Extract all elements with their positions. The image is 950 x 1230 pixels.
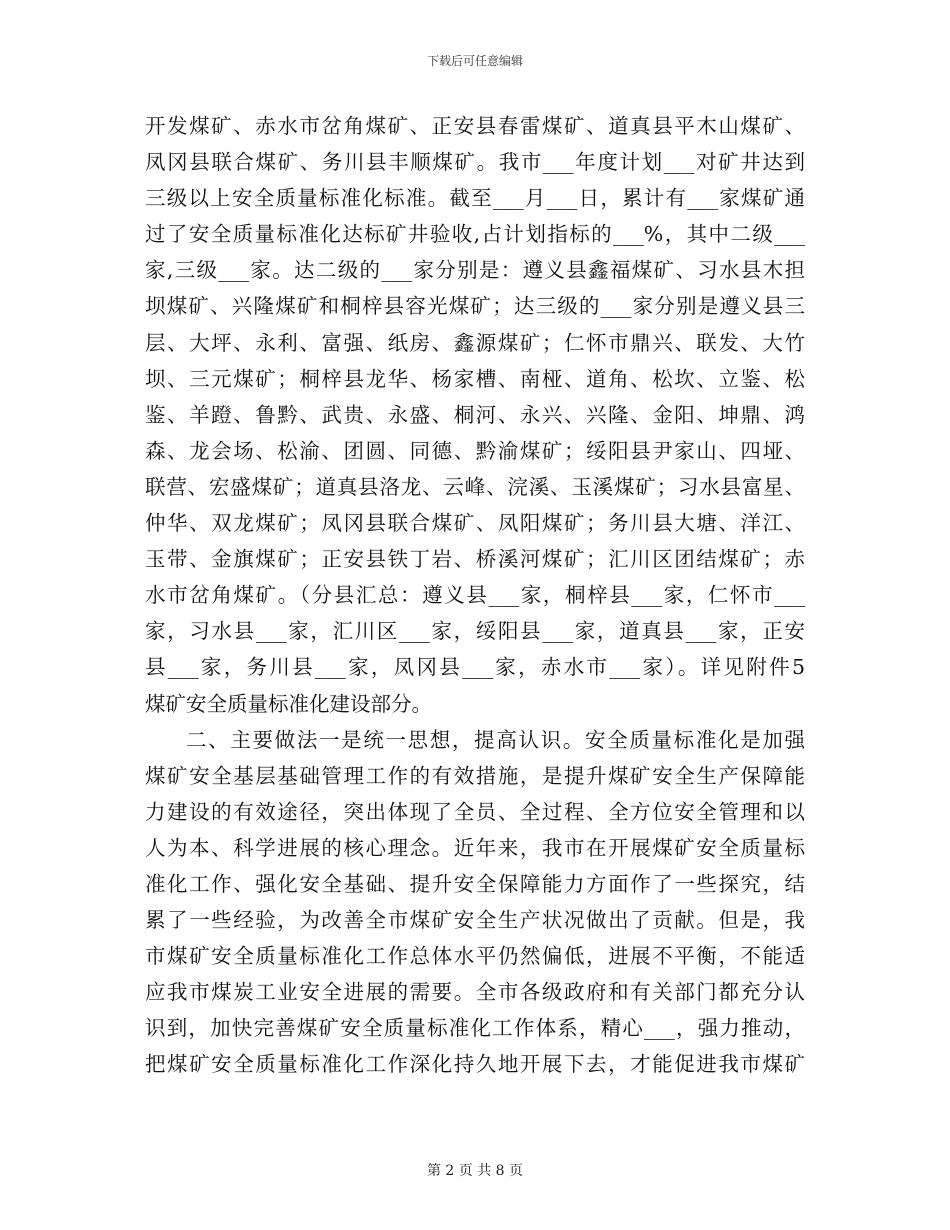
text-line: 三级以上安全质量标准化标准。截至___月___日，累计有___家煤矿通 (145, 186, 805, 211)
text-line: 应我市煤炭工业安全进展的需要。全市各级政府和有关部门都充分认 (145, 980, 805, 1005)
text-line: 过了安全质量标准化达标矿井验收,占计划指标的___%，其中二级___ (145, 222, 805, 247)
text-line: 层、大坪、永利、富强、纸房、鑫源煤矿；仁怀市鼎兴、联发、大竹 (145, 330, 805, 355)
text-line: 联营、宏盛煤矿；道真县洛龙、云峰、浣溪、玉溪煤矿；习水县富星、 (145, 474, 805, 499)
document-body (145, 108, 805, 1083)
text-line: 凤冈县联合煤矿、务川县丰顺煤矿。我市___年度计划___对矿井达到 (145, 150, 805, 175)
paragraph-1 (145, 108, 805, 722)
paragraph-2 (145, 722, 805, 1083)
text-line: 二、主要做法一是统一思想，提高认识。安全质量标准化是加强 (186, 727, 805, 752)
text-line: 坝、三元煤矿；桐梓县龙华、杨家槽、南桠、道角、松坎、立鉴、松 (145, 366, 805, 391)
text-line: 人为本、科学进展的核心理念。近年来，我市在开展煤矿安全质量标 (145, 835, 805, 860)
text-line: 把煤矿安全质量标准化工作深化持久地开展下去，才能促进我市煤矿 (145, 1052, 805, 1077)
text-line: 煤矿安全质量标准化建设部分。 (145, 691, 432, 716)
text-line: 森、龙会场、松渝、团圆、同德、黔渝煤矿；绥阳县尹家山、四垭、 (145, 438, 805, 463)
text-line: 识到，加快完善煤矿安全质量标准化工作体系，精心___，强力推动， (145, 1016, 805, 1041)
page-number: 第 2 页 共 8 页 (426, 1163, 524, 1179)
text-line: 累了一些经验，为改善全市煤矿安全生产状况做出了贡献。但是，我 (145, 908, 805, 933)
text-line: 准化工作、强化安全基础、提升安全保障能力方面作了一些探究，结 (145, 871, 805, 896)
page-header-note: 下载后可任意编辑 (426, 54, 523, 68)
text-line: 开发煤矿、赤水市岔角煤矿、正安县春雷煤矿、道真县平木山煤矿、 (145, 114, 805, 138)
text-line: 煤矿安全基层基础管理工作的有效措施，是提升煤矿安全生产保障能 (145, 763, 805, 788)
text-line: 家,三级___家。达二级的___家分别是：遵义县鑫福煤矿、习水县木担 (145, 258, 805, 283)
text-line: 仲华、双龙煤矿；凤冈县联合煤矿、凤阳煤矿；务川县大塘、洋江、 (145, 511, 805, 536)
text-line: 市煤矿安全质量标准化工作总体水平仍然偏低，进展不平衡，不能适 (145, 944, 805, 969)
text-line: 水市岔角煤矿。（分县汇总：遵义县___家，桐梓县___家，仁怀市___ (145, 583, 805, 608)
text-line: 鉴、羊蹬、鲁黔、武贵、永盛、桐河、永兴、兴隆、金阳、坤鼎、鸿 (145, 402, 805, 427)
text-line: 县___家，务川县___家，凤冈县___家，赤水市___家）。详见附件5 (145, 655, 805, 680)
text-line: 玉带、金旗煤矿；正安县铁丁岩、桥溪河煤矿；汇川区团结煤矿；赤 (145, 547, 805, 572)
text-line: 力建设的有效途径，突出体现了全员、全过程、全方位安全管理和以 (145, 799, 805, 824)
text-line: 坝煤矿、兴隆煤矿和桐梓县容光煤矿；达三级的___家分别是遵义县三 (145, 294, 805, 319)
text-line: 家，习水县___家，汇川区___家，绥阳县___家，道真县___家，正安 (145, 619, 805, 644)
